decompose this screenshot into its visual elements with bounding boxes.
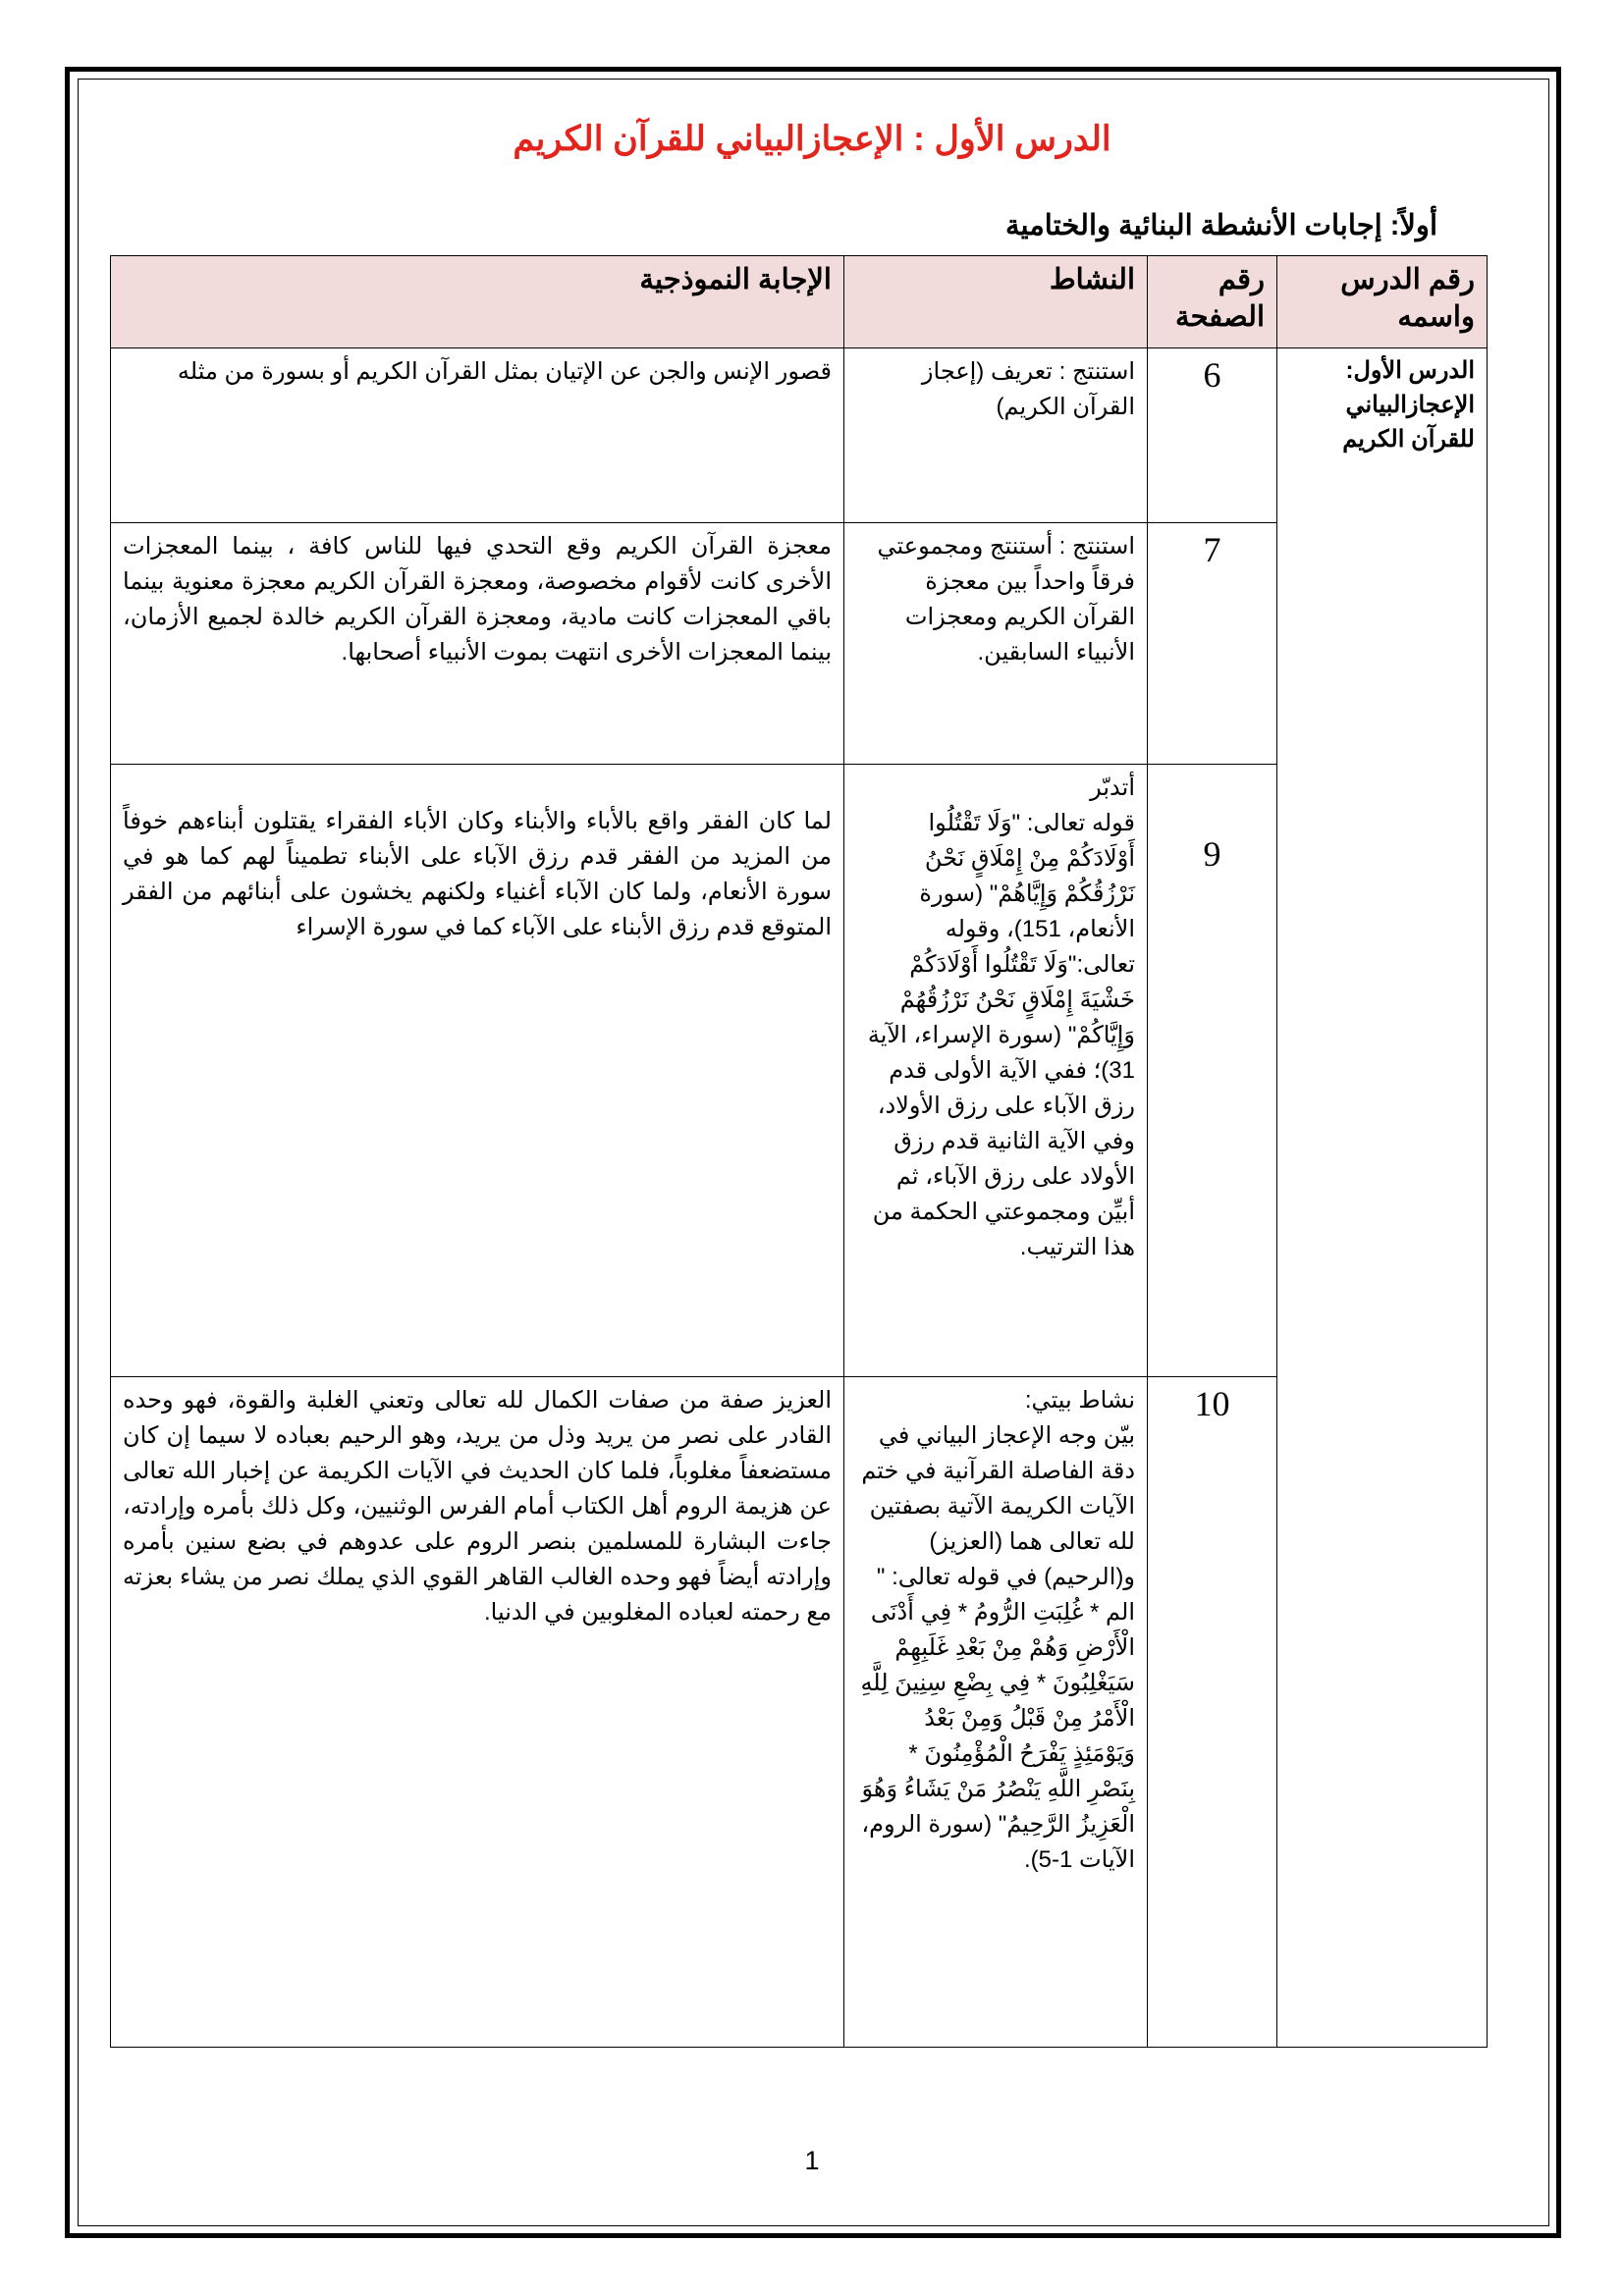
header-page: رقم الصفحة <box>1148 256 1277 348</box>
lesson-name-cell: الدرس الأول: الإعجازالبياني للقرآن الكريم <box>1277 348 1488 2048</box>
activity-cell: استنتج : تعريف (إعجاز القرآن الكريم) <box>844 348 1148 523</box>
page-cell: 9 <box>1148 765 1277 1377</box>
answer-cell: معجزة القرآن الكريم وقع التحدي فيها للناس كافة ، بينما المعجزات الأخرى كانت لأقوام مخصوصة، ومعجزة القرآن الكريم معجزة معنوية بينما باقي المعجزات كانت مادية، ومعجزة القرآن الكريم خالدة لجميع الأزمان، بينما المعجزات الأخرى انتهت بموت الأنبياء أصحابها. <box>111 523 844 765</box>
answer-cell: العزيز صفة من صفات الكمال لله تعالى وتعني الغلبة والقوة، فهو وحده القادر على نصر من يريد وذل من يريد، وهو الرحيم بعباده لا سيما إن كان مستضعفاً مغلوباً، فلما كان الحديث في الآيات الكريمة عن إخبار الله تعالى عن هزيمة الروم أهل الكتاب أمام الفرس الوثنيين، وكل ذلك بأمره وإرادته، جاءت البشارة للمسلمين بنصر الروم على عدوهم في بضع سنين بأمره وإرادته أيضاً فهو وحده الغالب القاهر القوي الذي يملك نصر من يشاء بعزته مع رحمته لعباده المغلوبين في الدنيا. <box>111 1377 844 2048</box>
header-lesson: رقم الدرس واسمه <box>1277 256 1488 348</box>
activity-cell: أتدبّر قوله تعالى: "وَلَا تَقْتُلُوا أَوْلَادَكُمْ مِنْ إِمْلَاقٍ نَحْنُ نَرْزُقُكُمْ وَإِيَّاهُمْ" (سورة الأنعام، 151)، وقوله تعالى:"وَلَا تَقْتُلُوا أَوْلَادَكُمْ خَشْيَةَ إِمْلَاقٍ نَحْنُ نَرْزُقُهُمْ وَإِيَّاكُمْ" (سورة الإسراء، الآية 31)؛ ففي الآية الأولى قدم رزق الآباء على رزق الأولاد، وفي الآية الثانية قدم رزق الأولاد على رزق الآباء، ثم أبيِّن ومجموعتي الحكمة من هذا الترتيب. <box>844 765 1148 1377</box>
answer-cell: لما كان الفقر واقع بالأباء والأبناء وكان الأباء الفقراء يقتلون أبناءهم خوفاً من المزيد من الفقر قدم رزق الآباء على الأبناء تطميناً لهم كما هو في سورة الأنعام، ولما كان الآباء أغنياء ولكنهم يخشون على أبنائهم من الفقر المتوقع قدم رزق الأبناء على الآباء كما في سورة الإسراء <box>111 765 844 1377</box>
page-cell: 10 <box>1148 1377 1277 2048</box>
page-cell: 6 <box>1148 348 1277 523</box>
page-title: الدرس الأول : الإعجازالبياني للقرآن الكريم <box>513 120 1111 158</box>
answers-table <box>110 255 1488 2048</box>
page-cell: 7 <box>1148 523 1277 765</box>
table-header-row <box>111 256 1488 348</box>
header-answer: الإجابة النموذجية <box>111 256 844 348</box>
activity-cell: نشاط بيتي: بيّن وجه الإعجاز البياني في دقة الفاصلة القرآنية في ختم الآيات الكريمة الآتية بصفتين لله تعالى هما (العزيز) و(الرحيم) في قوله تعالى: " الم * غُلِبَتِ الرُّومُ * فِي أَدْنَى الْأَرْضِ وَهُمْ مِنْ بَعْدِ غَلَبِهِمْ سَيَغْلِبُونَ * فِي بِضْعِ سِنِينَ لِلَّهِ الْأَمْرُ مِنْ قَبْلُ وَمِنْ بَعْدُ وَيَوْمَئِذٍ يَفْرَحُ الْمُؤْمِنُونَ * بِنَصْرِ اللَّهِ يَنْصُرُ مَنْ يَشَاءُ وَهُوَ الْعَزِيزُ الرَّحِيمُ" (سورة الروم، الآيات 1-5). <box>844 1377 1148 2048</box>
header-activity: النشاط <box>844 256 1148 348</box>
activity-cell: استنتج : أستنتج ومجموعتي فرقاً واحداً بين معجزة القرآن الكريم ومعجزات الأنبياء السابقين. <box>844 523 1148 765</box>
answer-cell: قصور الإنس والجن عن الإتيان بمثل القرآن الكريم أو بسورة من مثله <box>111 348 844 523</box>
section-subtitle: أولاً: إجابات الأنشطة البنائية والختامية <box>1004 210 1437 241</box>
page-number: 1 <box>804 2146 820 2175</box>
table-row <box>111 348 1488 523</box>
